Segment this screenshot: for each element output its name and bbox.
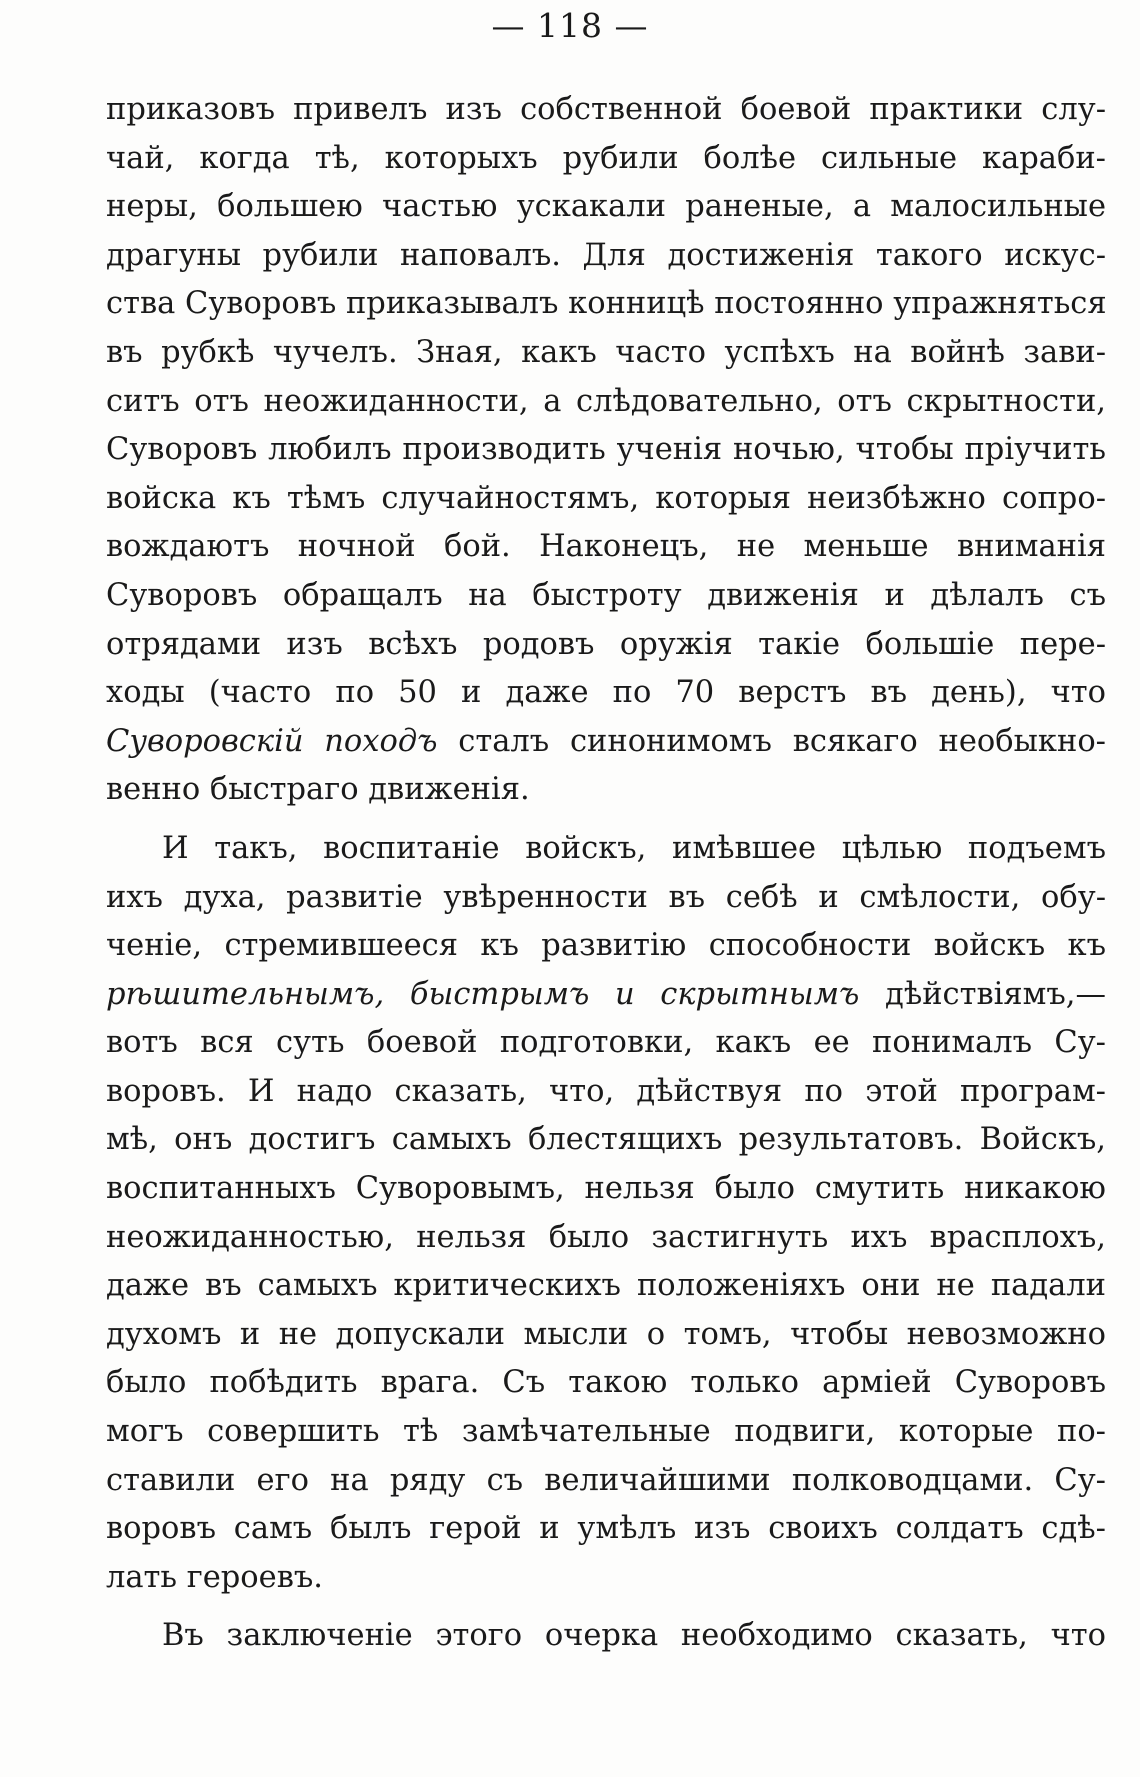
- text-line: было побѣдить врага. Съ такою только арміей Суворовъ: [106, 1365, 1106, 1401]
- text-line: чай, когда тѣ, которыхъ рубили болѣе сильные караби-: [106, 140, 1106, 176]
- text-line: драгуны рубили наповалъ. Для достиженія такого искус-: [106, 237, 1106, 273]
- text-line: воровъ. И надо сказать, что, дѣйствуя по этой програм-: [106, 1073, 1106, 1109]
- text-line: венно быстраго движенія.: [106, 772, 530, 808]
- text-line: лать героевъ.: [106, 1559, 323, 1595]
- text-line: неожиданностью, нельзя было застигнуть ихъ врасплохъ,: [106, 1219, 1106, 1255]
- text-line: ства Суворовъ приказывалъ конницѣ постоянно упражняться: [106, 286, 1107, 322]
- paragraph-gap: [106, 1602, 1106, 1612]
- italic-phrase: быстрымъ и скрытнымъ: [409, 976, 860, 1012]
- text-line: войска къ тѣмъ случайностямъ, которыя неизбѣжно сопро-: [106, 480, 1106, 516]
- text-line: воровъ самъ былъ герой и умѣлъ изъ своихъ солдатъ сдѣ-: [106, 1511, 1106, 1547]
- text-line: духомъ и не допускали мысли о томъ, чтобы невозможно: [106, 1316, 1106, 1352]
- text-line: въ рубкѣ чучелъ. Зная, какъ часто успѣхъ на войнѣ зави-: [106, 334, 1106, 370]
- italic-phrase: рѣшительнымъ,: [106, 976, 385, 1012]
- text-line: вотъ вся суть боевой подготовки, какъ ее понималъ Су-: [106, 1025, 1106, 1061]
- text-line: ходы (часто по 50 и даже по 70 верстъ въ день), что: [106, 675, 1106, 711]
- text-line: И такъ, воспитаніе войскъ, имѣвшее цѣлью подъемъ: [162, 830, 1106, 866]
- text-line: воспитанныхъ Суворовымъ, нельзя было смутить никакою: [106, 1171, 1106, 1207]
- text-line: [106, 718, 1106, 767]
- text-line: мѣ, онъ достигъ самыхъ блестящихъ результатовъ. Войскъ,: [106, 1122, 1106, 1158]
- text-line: вождаютъ ночной бой. Наконецъ, не меньше вниманія: [106, 529, 1106, 565]
- page-number: — 118 —: [491, 6, 649, 45]
- text-line: Суворовъ любилъ производить ученія ночью, чтобы пріучить: [106, 432, 1106, 468]
- text-fragment: сталъ синонимомъ всякаго необыкно-: [437, 723, 1106, 759]
- text-line: ихъ духа, развитіе увѣренности въ себѣ и смѣлости, обу-: [106, 879, 1106, 915]
- text-fragment: дѣйствіямъ,—: [859, 976, 1106, 1012]
- text-line: [106, 971, 1106, 1020]
- italic-phrase: Суворовскій походъ: [106, 723, 438, 759]
- text-line: неры, большею частью ускакали раненые, а малосильные: [106, 189, 1106, 225]
- text-line: ченіе, стремившееся къ развитію способности войскъ къ: [106, 928, 1106, 964]
- text-line: могъ совершить тѣ замѣчательные подвиги, которые по-: [106, 1414, 1106, 1450]
- text-line: приказовъ привелъ изъ собственной боевой практики слу-: [106, 92, 1106, 127]
- body-text: [106, 86, 1106, 1661]
- text-line: отрядами изъ всѣхъ родовъ оружія такіе большіе пере-: [106, 626, 1106, 662]
- text-line: Суворовъ обращалъ на быстроту движенія и дѣлалъ съ: [106, 577, 1106, 613]
- text-line: Въ заключеніе этого очерка необходимо сказать, что: [162, 1618, 1106, 1654]
- paragraph-gap: [106, 815, 1106, 825]
- text-line: даже въ самыхъ критическихъ положеніяхъ они не падали: [106, 1268, 1106, 1304]
- text-line: ставили его на ряду съ величайшими полководцами. Су-: [106, 1462, 1106, 1498]
- text-line: ситъ отъ неожиданности, а слѣдовательно, отъ скрытности,: [106, 383, 1106, 419]
